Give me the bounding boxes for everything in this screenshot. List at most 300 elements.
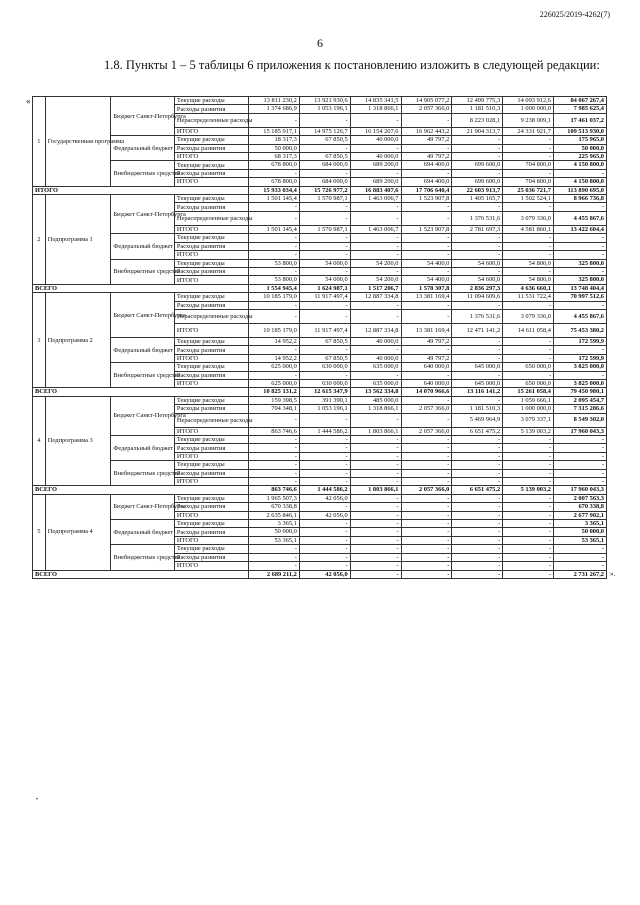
table-row [33, 520, 607, 528]
value-cell: - [249, 242, 300, 250]
value-cell: 50 000,0 [553, 144, 606, 152]
total-value: 13 562 334,8 [350, 388, 401, 396]
expense-type: ИТОГО [174, 478, 248, 486]
value-cell: - [452, 553, 503, 561]
value-cell: 14 975 126,7 [299, 127, 350, 135]
expense-type: Нераспределенные расходы [174, 211, 248, 225]
value-cell: - [350, 203, 401, 211]
value-cell: - [452, 354, 503, 362]
value-cell: - [452, 461, 503, 469]
value-cell: 15 185 917,1 [249, 127, 300, 135]
expense-type: ИТОГО [174, 452, 248, 460]
table-row [33, 545, 607, 553]
expense-type: ИТОГО [174, 178, 248, 186]
value-cell: - [299, 413, 350, 427]
value-cell: - [350, 211, 401, 225]
value-cell: - [401, 371, 452, 379]
value-cell: - [401, 211, 452, 225]
value-cell: 1 405 165,7 [452, 195, 503, 203]
program-name: Государственная программа [45, 97, 111, 187]
total-row [33, 486, 607, 494]
expense-type: Расходы развития [174, 346, 248, 354]
total-value: 22 603 913,7 [452, 186, 503, 194]
value-cell: - [350, 234, 401, 242]
value-cell: 325 800,0 [553, 259, 606, 267]
expense-type: ИТОГО [174, 354, 248, 362]
value-cell: - [350, 169, 401, 177]
value-cell: - [452, 136, 503, 144]
value-cell: - [299, 553, 350, 561]
total-value: 13 116 141,2 [452, 388, 503, 396]
value-cell: - [401, 452, 452, 460]
expense-type: Текущие расходы [174, 195, 248, 203]
value-cell: 1 965 507,3 [249, 494, 300, 502]
value-cell: - [299, 461, 350, 469]
value-cell: - [553, 251, 606, 259]
value-cell: - [452, 144, 503, 152]
expense-type: Расходы развития [174, 301, 248, 309]
value-cell: - [299, 211, 350, 225]
table-row [33, 494, 607, 502]
table-row [33, 161, 607, 169]
value-cell: 17 960 043,3 [553, 427, 606, 435]
value-cell: - [299, 251, 350, 259]
value-cell: - [452, 469, 503, 477]
value-cell: 3 825 000,0 [553, 363, 606, 371]
value-cell: - [553, 553, 606, 561]
value-cell: - [249, 545, 300, 553]
value-cell: - [503, 436, 554, 444]
value-cell: - [249, 346, 300, 354]
total-value: 15 726 977,2 [299, 186, 350, 194]
value-cell: 54 200,0 [350, 259, 401, 267]
value-cell: 172 599,9 [553, 337, 606, 345]
value-cell: 4 150 800,0 [553, 161, 606, 169]
total-value: 2 689 211,2 [249, 570, 300, 578]
funding-source: Внебюджетные средства [111, 259, 175, 284]
value-cell: 53 800,0 [249, 259, 300, 267]
row-number: 5 [33, 494, 46, 570]
value-cell: - [249, 461, 300, 469]
value-cell: - [249, 113, 300, 127]
value-cell: - [299, 267, 350, 275]
table-row [33, 259, 607, 267]
total-value: - [350, 570, 401, 578]
value-cell: 2 057 366,0 [401, 105, 452, 113]
funding-source: Федеральный бюджет [111, 136, 175, 161]
value-cell: - [401, 478, 452, 486]
value-cell: 1 318 866,1 [350, 405, 401, 413]
total-value: 113 890 695,0 [553, 186, 606, 194]
value-cell: 704 800,0 [503, 161, 554, 169]
value-cell: - [503, 528, 554, 536]
value-cell: - [350, 478, 401, 486]
value-cell: - [299, 436, 350, 444]
value-cell: - [553, 203, 606, 211]
document-number: 226025/2019-4262(7) [539, 10, 610, 19]
expense-type: ИТОГО [174, 379, 248, 387]
table-row [33, 293, 607, 301]
funding-source: Федеральный бюджет [111, 234, 175, 259]
value-cell: 684 000,0 [299, 161, 350, 169]
funding-source: Бюджет Санкт-Петербурга [111, 97, 175, 136]
value-cell: - [401, 346, 452, 354]
value-cell: 49 797,2 [401, 136, 452, 144]
value-cell: - [452, 528, 503, 536]
value-cell: 391 390,1 [299, 396, 350, 404]
total-value: 1 578 307,8 [401, 284, 452, 292]
value-cell: 49 797,2 [401, 337, 452, 345]
value-cell: 53 800,0 [249, 276, 300, 284]
expense-type: Расходы развития [174, 528, 248, 536]
value-cell: 645 000,0 [452, 363, 503, 371]
total-value: 863 746,6 [249, 486, 300, 494]
value-cell: - [553, 346, 606, 354]
value-cell: - [452, 251, 503, 259]
value-cell: - [299, 545, 350, 553]
value-cell: 14 093 912,6 [503, 97, 554, 105]
page-mark: • [36, 797, 39, 803]
value-cell: 13 811 230,2 [249, 97, 300, 105]
value-cell: 21 904 313,7 [452, 127, 503, 135]
value-cell: - [249, 211, 300, 225]
value-cell: - [452, 242, 503, 250]
value-cell: 70 997 512,6 [553, 293, 606, 301]
value-cell: 625 000,0 [249, 379, 300, 387]
value-cell: 1 501 145,4 [249, 195, 300, 203]
value-cell: 1 803 866,1 [350, 427, 401, 435]
value-cell: - [249, 436, 300, 444]
value-cell: - [553, 545, 606, 553]
value-cell: 4 150 800,0 [553, 178, 606, 186]
funding-source: Федеральный бюджет [111, 337, 175, 362]
value-cell: 9 238 009,1 [503, 113, 554, 127]
value-cell: 2 007 563,3 [553, 494, 606, 502]
expense-type: Текущие расходы [174, 520, 248, 528]
value-cell: - [401, 528, 452, 536]
value-cell: 699 600,0 [452, 178, 503, 186]
value-cell: 11 917 497,4 [299, 323, 350, 337]
value-cell: 640 000,0 [401, 363, 452, 371]
value-cell: - [299, 346, 350, 354]
value-cell: - [553, 169, 606, 177]
value-cell: - [401, 494, 452, 502]
value-cell: 4 455 867,6 [553, 309, 606, 323]
value-cell: 12 471 141,2 [452, 323, 503, 337]
value-cell: - [401, 144, 452, 152]
value-cell: - [553, 452, 606, 460]
total-row [33, 186, 607, 194]
value-cell: 13 381 169,4 [401, 323, 452, 337]
value-cell: - [350, 267, 401, 275]
value-cell: 635 000,0 [350, 363, 401, 371]
value-cell: - [350, 413, 401, 427]
funding-source: Федеральный бюджет [111, 436, 175, 461]
value-cell: 3 365,1 [249, 520, 300, 528]
value-cell: 50 000,0 [249, 528, 300, 536]
value-cell: - [299, 242, 350, 250]
value-cell: - [350, 553, 401, 561]
value-cell: - [503, 461, 554, 469]
value-cell: - [553, 562, 606, 570]
value-cell: 3 825 000,0 [553, 379, 606, 387]
value-cell: - [452, 444, 503, 452]
value-cell: - [401, 396, 452, 404]
value-cell: - [350, 545, 401, 553]
expense-type: ИТОГО [174, 562, 248, 570]
program-name: Подпрограмма 4 [45, 494, 111, 570]
value-cell: - [299, 452, 350, 460]
value-cell: - [401, 536, 452, 544]
value-cell: - [553, 267, 606, 275]
value-cell: 12 887 334,8 [350, 323, 401, 337]
value-cell: 4 581 860,1 [503, 225, 554, 233]
value-cell: - [553, 436, 606, 444]
total-value: 5 139 003,2 [503, 486, 554, 494]
total-value: 1 517 206,7 [350, 284, 401, 292]
value-cell: - [452, 520, 503, 528]
expense-type: ИТОГО [174, 225, 248, 233]
value-cell: - [553, 242, 606, 250]
expense-type: Расходы развития [174, 503, 248, 511]
value-cell: - [401, 562, 452, 570]
value-cell: 485 000,0 [350, 396, 401, 404]
value-cell: - [503, 346, 554, 354]
value-cell: - [503, 562, 554, 570]
value-cell: - [553, 444, 606, 452]
expense-type: Текущие расходы [174, 293, 248, 301]
value-cell: - [350, 528, 401, 536]
value-cell: 13 381 169,4 [401, 293, 452, 301]
value-cell: - [503, 494, 554, 502]
value-cell: 67 850,5 [299, 136, 350, 144]
total-value: 10 825 131,2 [249, 388, 300, 396]
value-cell: 678 800,0 [249, 178, 300, 186]
expense-type: Текущие расходы [174, 97, 248, 105]
value-cell: - [401, 267, 452, 275]
value-cell: - [350, 503, 401, 511]
value-cell: 40 000,0 [350, 354, 401, 362]
value-cell: 7 985 625,4 [553, 105, 606, 113]
value-cell: 670 338,8 [249, 503, 300, 511]
value-cell: 172 599,9 [553, 354, 606, 362]
value-cell: 699 600,0 [452, 161, 503, 169]
value-cell: - [452, 396, 503, 404]
value-cell: 40 000,0 [350, 153, 401, 161]
value-cell: - [401, 520, 452, 528]
closing-quote: ». [610, 570, 616, 578]
value-cell: 2 057 366,0 [401, 427, 452, 435]
value-cell: 1 570 987,1 [299, 225, 350, 233]
table-row [33, 195, 607, 203]
value-cell: 1 502 524,1 [503, 195, 554, 203]
value-cell: 42 056,0 [299, 494, 350, 502]
value-cell: 54 800,0 [503, 259, 554, 267]
total-value: 42 056,0 [299, 570, 350, 578]
value-cell: - [401, 413, 452, 427]
row-number: 2 [33, 195, 46, 285]
value-cell: - [299, 536, 350, 544]
expense-type: Текущие расходы [174, 136, 248, 144]
total-value: 14 070 966,6 [401, 388, 452, 396]
value-cell: - [401, 251, 452, 259]
value-cell: 49 797,2 [401, 153, 452, 161]
value-cell: - [249, 251, 300, 259]
opening-quote: « [26, 96, 31, 106]
total-row [33, 570, 607, 578]
value-cell: - [299, 144, 350, 152]
value-cell: 68 317,3 [249, 153, 300, 161]
value-cell: 630 000,0 [299, 379, 350, 387]
funding-source: Внебюджетные средства [111, 545, 175, 570]
value-cell: 704 800,0 [503, 178, 554, 186]
value-cell: - [503, 511, 554, 519]
funding-source: Бюджет Санкт-Петербурга [111, 195, 175, 234]
value-cell: 2 677 902,1 [553, 511, 606, 519]
expense-type: Расходы развития [174, 371, 248, 379]
funding-source: Внебюджетные средства [111, 461, 175, 486]
value-cell: 670 338,8 [553, 503, 606, 511]
value-cell: 650 000,0 [503, 363, 554, 371]
expense-type: Расходы развития [174, 144, 248, 152]
expense-type: Нераспределенные расходы [174, 113, 248, 127]
value-cell: - [350, 251, 401, 259]
total-value: 17 706 640,4 [401, 186, 452, 194]
value-cell: - [503, 536, 554, 544]
value-cell: - [299, 113, 350, 127]
total-value: 13 748 404,4 [553, 284, 606, 292]
value-cell: - [401, 242, 452, 250]
value-cell: - [452, 478, 503, 486]
value-cell: 2 057 366,0 [401, 405, 452, 413]
value-cell: 2 095 454,7 [553, 396, 606, 404]
value-cell: - [503, 242, 554, 250]
value-cell: - [350, 436, 401, 444]
value-cell: - [299, 503, 350, 511]
total-value: 25 036 721,7 [503, 186, 554, 194]
funding-source: Бюджет Санкт-Петербурга [111, 494, 175, 519]
value-cell: 159 398,5 [249, 396, 300, 404]
table-row [33, 337, 607, 345]
value-cell: 14 835 341,5 [350, 97, 401, 105]
value-cell: 14 952,2 [249, 354, 300, 362]
row-number: 4 [33, 396, 46, 486]
value-cell: - [350, 309, 401, 323]
total-value: 79 450 980,1 [553, 388, 606, 396]
value-cell: - [299, 309, 350, 323]
row-number: 3 [33, 293, 46, 388]
value-cell: - [350, 469, 401, 477]
value-cell: 14 611 058,4 [503, 323, 554, 337]
value-cell: - [350, 461, 401, 469]
value-cell: - [452, 545, 503, 553]
expense-type: Нераспределенные расходы [174, 309, 248, 323]
value-cell: 689 200,0 [350, 161, 401, 169]
value-cell: - [452, 234, 503, 242]
value-cell: 53 365,1 [553, 536, 606, 544]
value-cell: 1 059 666,1 [503, 396, 554, 404]
value-cell: - [503, 503, 554, 511]
total-value: 17 960 043,3 [553, 486, 606, 494]
value-cell: - [350, 144, 401, 152]
expense-type: ИТОГО [174, 153, 248, 161]
value-cell: 3 365,1 [553, 520, 606, 528]
value-cell: - [249, 371, 300, 379]
value-cell: 678 800,0 [249, 161, 300, 169]
total-value: 16 883 407,6 [350, 186, 401, 194]
value-cell: - [503, 251, 554, 259]
value-cell: - [503, 520, 554, 528]
total-label: ВСЕГО [33, 388, 249, 396]
expense-type: Текущие расходы [174, 259, 248, 267]
value-cell: - [452, 536, 503, 544]
value-cell: 1 181 510,3 [452, 405, 503, 413]
value-cell: - [503, 203, 554, 211]
value-cell: - [401, 203, 452, 211]
value-cell: - [249, 562, 300, 570]
value-cell: 704 348,1 [249, 405, 300, 413]
budget-table [32, 96, 607, 579]
value-cell: - [553, 301, 606, 309]
value-cell: 5 139 003,2 [503, 427, 554, 435]
expense-type: Текущие расходы [174, 337, 248, 345]
table-row [33, 461, 607, 469]
table-row [33, 97, 607, 105]
expense-type: ИТОГО [174, 536, 248, 544]
value-cell: - [249, 234, 300, 242]
value-cell: - [249, 444, 300, 452]
value-cell: 2 635 846,1 [249, 511, 300, 519]
value-cell: 325 800,0 [553, 276, 606, 284]
value-cell: - [452, 203, 503, 211]
value-cell: 1 318 866,1 [350, 105, 401, 113]
value-cell: 694 400,0 [401, 178, 452, 186]
value-cell: - [503, 371, 554, 379]
total-label: ВСЕГО [33, 284, 249, 292]
expense-type: ИТОГО [174, 251, 248, 259]
value-cell: 1 501 145,4 [249, 225, 300, 233]
value-cell: 11 094 609,6 [452, 293, 503, 301]
value-cell: - [401, 309, 452, 323]
value-cell: 67 850,5 [299, 354, 350, 362]
value-cell: - [249, 169, 300, 177]
value-cell: 109 513 930,0 [553, 127, 606, 135]
value-cell: 16 962 443,2 [401, 127, 452, 135]
value-cell: 1 463 006,7 [350, 195, 401, 203]
value-cell: 684 000,0 [299, 178, 350, 186]
total-value: - [401, 570, 452, 578]
total-value: - [503, 570, 554, 578]
row-number: 1 [33, 97, 46, 187]
table-row [33, 436, 607, 444]
value-cell: 53 365,1 [249, 536, 300, 544]
value-cell: - [350, 242, 401, 250]
value-cell: - [452, 452, 503, 460]
value-cell: 1 570 987,1 [299, 195, 350, 203]
expense-type: ИТОГО [174, 323, 248, 337]
expense-type: ИТОГО [174, 127, 248, 135]
expense-type: Расходы развития [174, 553, 248, 561]
value-cell: 54 600,0 [452, 259, 503, 267]
value-cell: - [503, 136, 554, 144]
total-label: ИТОГО [33, 186, 249, 194]
value-cell: 863 746,6 [249, 427, 300, 435]
value-cell: 50 000,0 [553, 528, 606, 536]
total-value: - [452, 570, 503, 578]
value-cell: 12 887 334,8 [350, 293, 401, 301]
value-cell: 1 523 907,8 [401, 195, 452, 203]
value-cell: - [249, 267, 300, 275]
